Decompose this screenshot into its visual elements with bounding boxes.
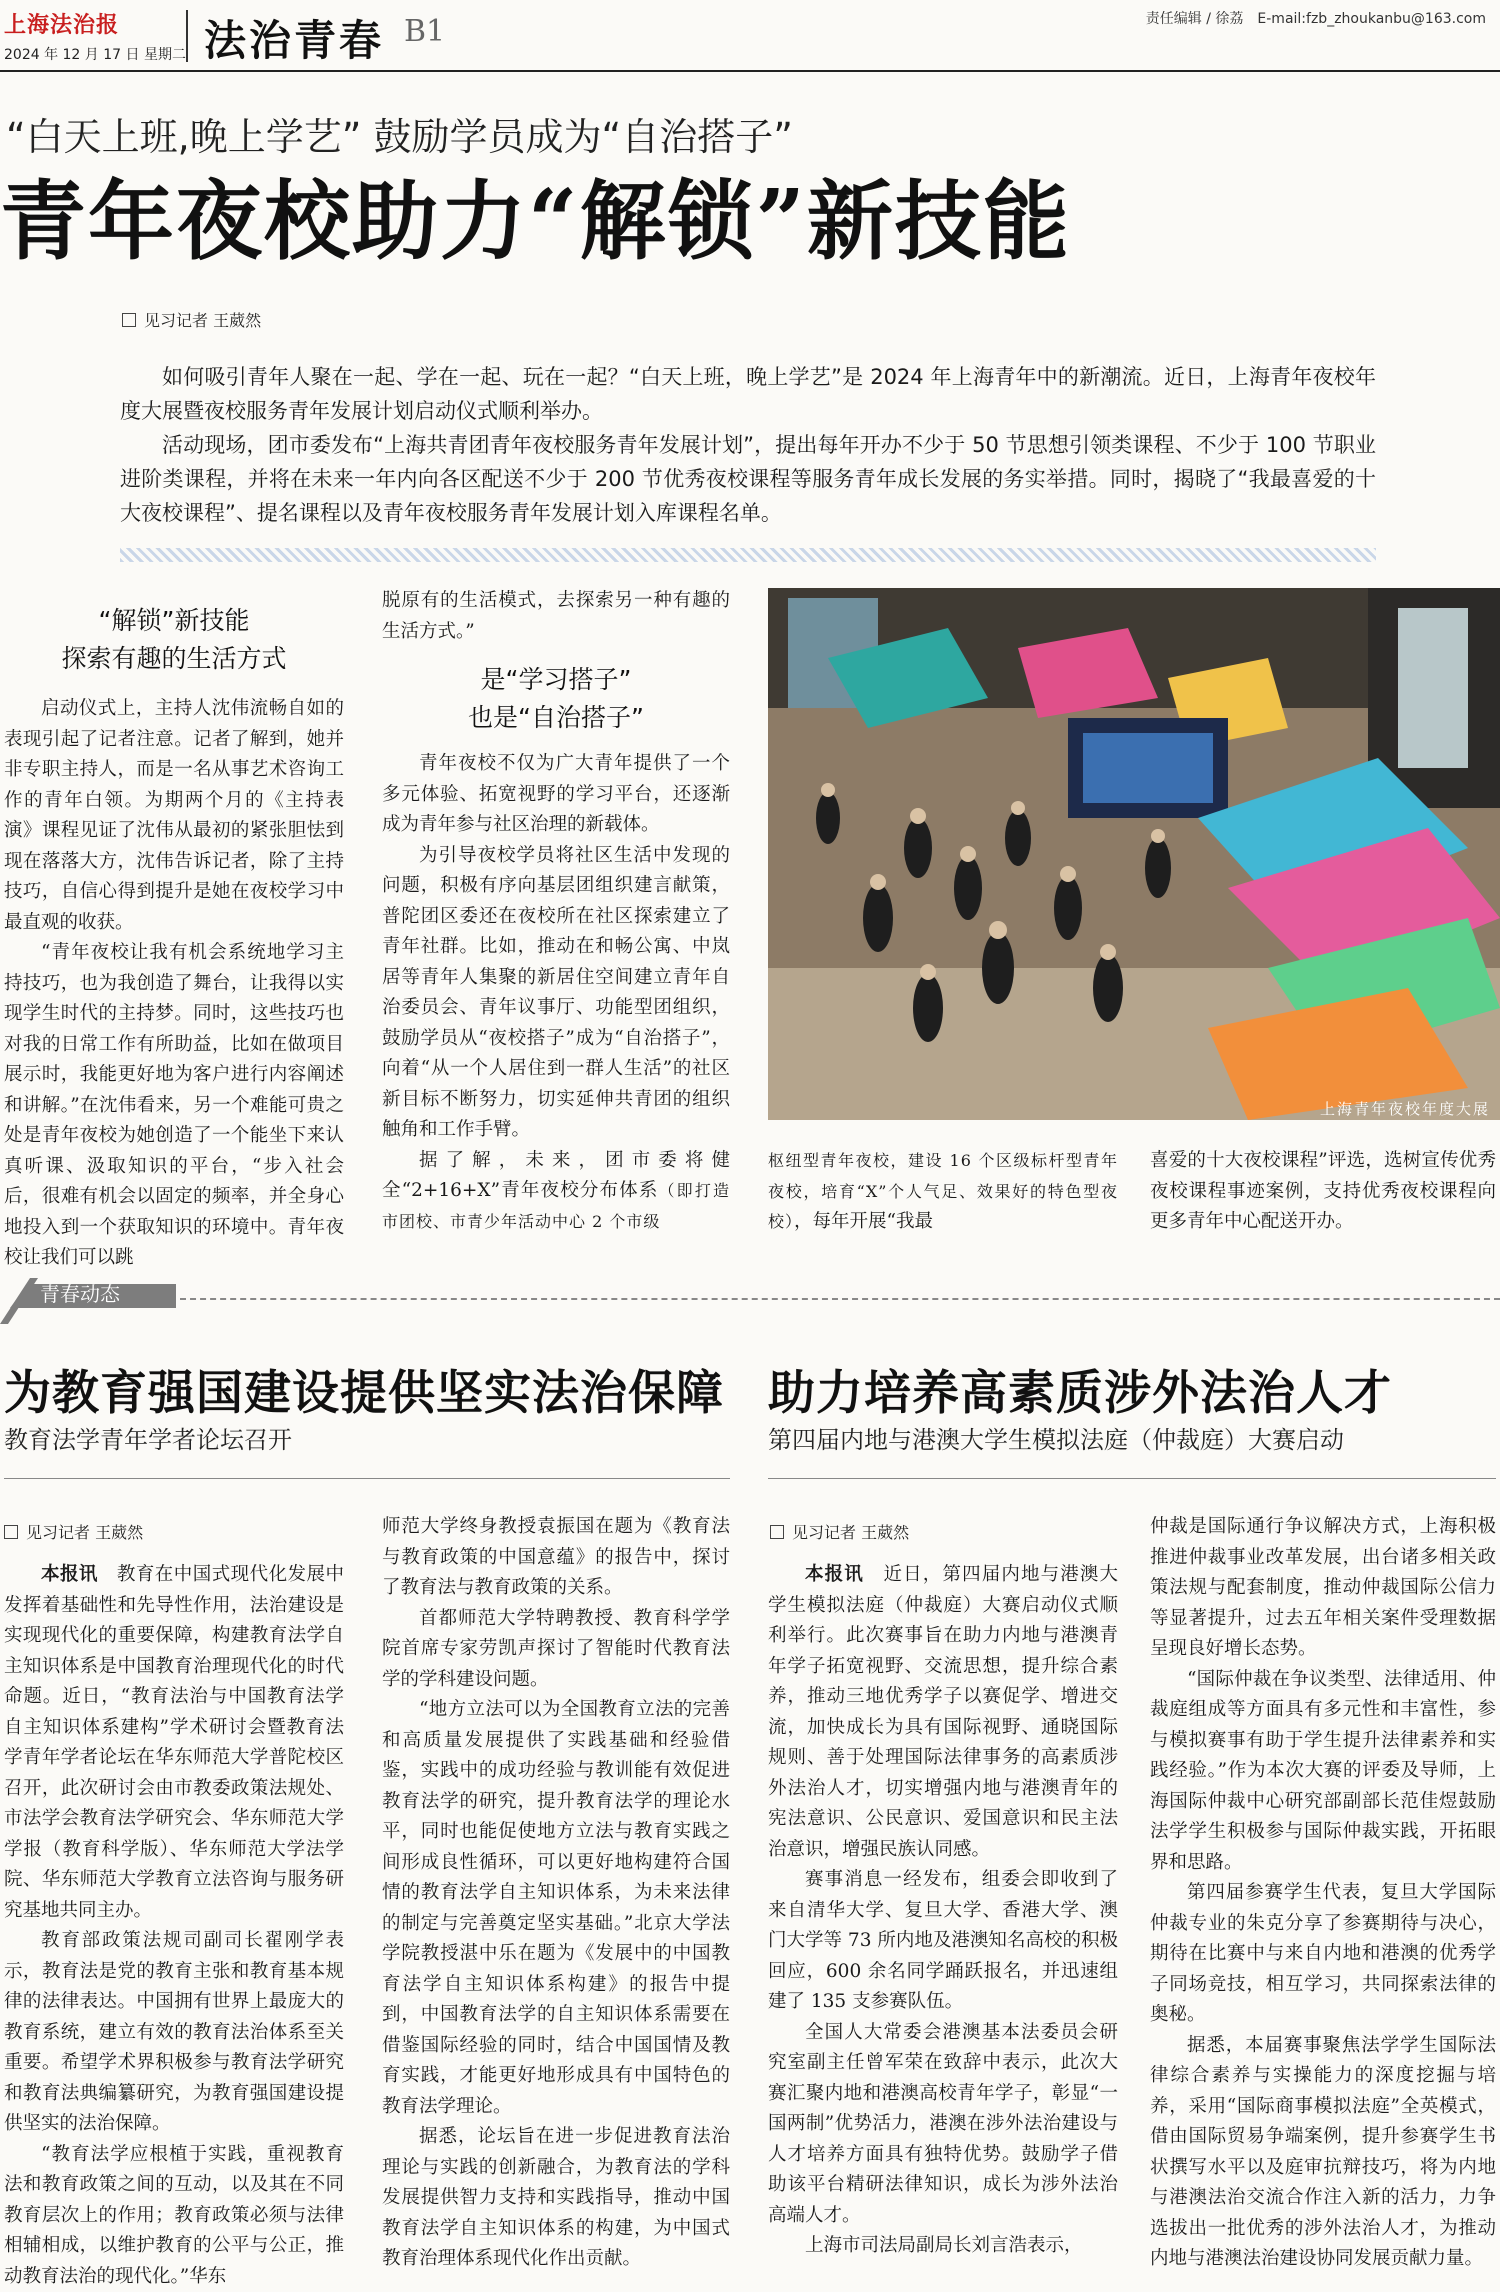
article3-subhead: 第四届内地与港澳大学生模拟法庭（仲裁庭）大赛启动 xyxy=(768,1420,1344,1455)
paragraph: 据悉，论坛旨在进一步促进教育法治理论与实践的创新融合，为教育法的学科发展提供智力支持和实践指导，推动中国教育法学自主知识体系的构建，为中国式教育治理体系现代化作出贡献。 xyxy=(382,2122,730,2275)
paragraph xyxy=(4,1560,344,1926)
paragraph: 上海市司法局副局长刘言浩表示， xyxy=(768,2231,1118,2262)
paragraph: 全国人大常委会港澳基本法委员会研究室副主任曾军荣在致辞中表示，此次大赛汇聚内地和港澳高校青年学子，彰显“一国两制”优势活力，港澳在涉外法治建设与人才培养方面具有独特优势。鼓励学子借助该平台精研法律知识，成长为涉外法治高端人才。 xyxy=(768,2018,1118,2232)
section-tag-label: 青春动态 xyxy=(40,1278,120,1307)
paragraph xyxy=(382,1146,730,1238)
paragraph-text: 据了解，未来，团市委将健全“2+16+X”青年夜校分布体系 xyxy=(382,1150,730,1202)
paragraph: 首都师范大学特聘教授、教育科学学院首席专家劳凯声探讨了智能时代教育法学的学科建设问题。 xyxy=(382,1604,730,1696)
article2-subhead: 教育法学青年学者论坛召开 xyxy=(4,1420,292,1455)
column-text xyxy=(382,749,730,1237)
article1-byline xyxy=(122,308,261,331)
subhead-line: 探索有趣的生活方式 xyxy=(4,640,344,678)
newspaper-logo: 上海法治报 xyxy=(4,8,119,39)
article1-lead xyxy=(120,360,1376,530)
lead-tag: 本报讯 xyxy=(805,1564,864,1585)
decorative-wave-band xyxy=(120,548,1376,562)
article1-column-4 xyxy=(1150,1146,1496,1238)
lead-paragraph: 活动现场，团市委发布“上海共青团青年夜校服务青年发展计划”，提出每年开办不少于 50 节思想引领类课程、不少于 100 节职业进阶类课程，并将在未来一年内向各区配送不少于 200 节优秀夜校课程等服务青年成长发展的务实举措。同时，揭晓了“我最喜爱的十大夜校课程”、提名课程以及青年夜校服务青年发展计划入库课程名单。 xyxy=(120,428,1376,530)
paragraph: 师范大学终身教授袁振国在题为《教育法与教育政策的中国意蕴》的报告中，探讨了教育法与教育政策的关系。 xyxy=(382,1512,730,1604)
masthead-rule xyxy=(0,70,1500,72)
byline-text: 见习记者 王葳然 xyxy=(26,1523,143,1542)
column-text xyxy=(4,694,344,1274)
article1-subhead-2 xyxy=(382,661,730,737)
article1-column-3 xyxy=(768,1146,1118,1238)
article3-column-2 xyxy=(1150,1512,1496,2275)
paragraph: 启动仪式上，主持人沈伟流畅自如的表现引起了记者注意。记者了解到，她并非专职主持人，而是一名从事艺术咨询工作的青年白领。为期两个月的《主持表演》课程见证了沈伟从最初的紧张胆怯到现在落落大方，沈伟告诉记者，除了主持技巧，自信心得到提升是她在夜校学习中最直观的收获。 xyxy=(4,694,344,938)
column-text xyxy=(382,586,730,647)
article3-byline xyxy=(770,1520,909,1543)
paragraph-note: （即打造市团校、市青少年活动中心 2 个市级 xyxy=(382,1181,730,1231)
square-box-icon xyxy=(770,1525,784,1539)
article3-column-1 xyxy=(768,1560,1118,2262)
paragraph-text: 近日，第四届内地与港澳大学生模拟法庭（仲裁庭）大赛启动仪式顺利举行。此次赛事旨在助力内地与港澳青年学子拓宽视野、交流思想，提升综合素养，推动三地优秀学子以赛促学、增进交流，加快成长为具有国际视野、通晓国际规则、善于处理国际法律事务的高素质涉外法治人才，切实增强内地与港澳青年的宪法意识、公民意识、爱国意识和民主法治意识，增强民族认同感。 xyxy=(768,1564,1118,1860)
paragraph: “地方立法可以为全国教育立法的完善和高质量发展提供了实践基础和经验借鉴，实践中的成功经验与教训能有效促进教育法学的研究，提升教育法学的理论水平，同时也能促使地方立法与教育实践之间形成良性循环，可以更好地构建符合国情的教育法学自主知识体系，为未来法律的制定与完善奠定坚实基础。”北京大学法学院教授湛中乐在题为《发展中的中国教育法学自主知识体系构建》的报告中提到，中国教育法学的自主知识体系需要在借鉴国际经验的同时，结合中国国情及教育实践，才能更好地形成具有中国特色的教育法学理论。 xyxy=(382,1695,730,2122)
paragraph: 青年夜校不仅为广大青年提供了一个多元体验、拓宽视野的学习平台，还逐渐成为青年参与社区治理的新载体。 xyxy=(382,749,730,841)
paragraph: 赛事消息一经发布，组委会即收到了来自清华大学、复旦大学、香港大学、澳门大学等 73 所内地及港澳知名高校的积极回应，600 余名同学踊跃报名，并迅速组建了 135 支参赛队伍。 xyxy=(768,1865,1118,2018)
section-title: 法治青春 xyxy=(204,8,384,68)
paragraph: 第四届参赛学生代表，复旦大学国际仲裁专业的朱克分享了参赛期待与决心，期待在比赛中与来自内地和港澳的优秀学子同场竞技，相互学习，共同探索法律的奥秘。 xyxy=(1150,1878,1496,2031)
subhead-line: 也是“自治搭子” xyxy=(382,699,730,737)
paragraph: 喜爱的十大夜校课程”评选，选树宣传优秀夜校课程事迹案例，支持优秀夜校课程向更多青年中心配送开办。 xyxy=(1150,1146,1496,1238)
paragraph: 据悉，本届赛事聚焦法学学生国际法律综合素养与实操能力的深度挖掘与培养，采用“国际商事模拟法庭”全英模式，借由国际贸易争端案例，提升参赛学生书状撰写水平以及庭审抗辩技巧，将为内地与港澳法治交流合作注入新的活力，力争选拔出一批优秀的涉外法治人才，为推动内地与港澳法治建设协同发展贡献力量。 xyxy=(1150,2031,1496,2275)
paragraph: “教育法学应根植于实践，重视教育法和教育政策之间的互动，以及其在不同教育层次上的作用；教育政策必须与法律相辅相成，以维护教育的公平与公正，推动教育法治的现代化。”华东 xyxy=(4,2140,344,2292)
night-school-exhibition-photo xyxy=(768,588,1500,1120)
byline-text: 见习记者 王葳然 xyxy=(144,311,261,330)
paragraph-note: 枢纽型青年夜校，建设 16 个区级标杆型青年夜校，培育“X”个人气足、效果好的特色型夜校） xyxy=(768,1151,1118,1231)
article3-rule xyxy=(768,1478,1496,1479)
paragraph xyxy=(768,1146,1118,1238)
paragraph-text: ，每年开展“我最 xyxy=(794,1211,933,1232)
article2-column-1 xyxy=(4,1560,344,2292)
byline-text: 见习记者 王葳然 xyxy=(792,1523,909,1542)
article2-byline xyxy=(4,1520,143,1543)
photo-illustration xyxy=(768,588,1500,1120)
page-number: B1 xyxy=(404,14,445,49)
article1-headline: 青年夜校助力“解锁”新技能 xyxy=(0,152,1071,276)
paragraph-text: 教育在中国式现代化发展中发挥着基础性和先导性作用，法治建设是实现现代化的重要保障，构建教育法学自主知识体系是中国教育治理现代化的时代命题。近日，“教育法治与中国教育法学自主知识体系建构”学术研讨会暨教育法学青年学者论坛在华东师范大学普陀校区召开，此次研讨会由市教委政策法规处、市法学会教育法学研究会、华东师范大学学报（教育科学版）、华东师范大学法学院、华东师范大学教育立法咨询与服务研究基地共同主办。 xyxy=(4,1564,344,1921)
lead-paragraph: 如何吸引青年人聚在一起、学在一起、玩在一起？“白天上班，晚上学艺”是 2024 年上海青年中的新潮流。近日，上海青年夜校年度大展暨夜校服务青年发展计划启动仪式顺利举办。 xyxy=(120,360,1376,428)
square-box-icon xyxy=(122,313,136,327)
article1-subhead-1 xyxy=(4,602,344,678)
paragraph: 教育部政策法规司副司长翟刚学表示，教育法是党的教育主张和教育基本规律的法律表达。中国拥有世界上最庞大的教育系统，建立有效的教育法治体系至关重要。希望学术界积极参与教育法学研究和教育法典编纂研究，为教育强国建设提供坚实的法治保障。 xyxy=(4,1926,344,2140)
subhead-line: “解锁”新技能 xyxy=(4,602,344,640)
editor-credit: 责任编辑 / 徐荔 E-mail:fzb_zhoukanbu@163.com xyxy=(1146,8,1486,28)
subhead-line: 是“学习搭子” xyxy=(382,661,730,699)
article3-headline: 助力培养高素质涉外法治人才 xyxy=(768,1356,1392,1423)
paragraph: 仲裁是国际通行争议解决方式，上海积极推进仲裁事业改革发展，出台诸多相关政策法规与配套制度，推动仲裁国际公信力等显著提升，过去五年相关案件受理数据呈现良好增长态势。 xyxy=(1150,1512,1496,1665)
article2-headline: 为教育强国建设提供坚实法治保障 xyxy=(4,1356,724,1423)
paragraph xyxy=(768,1560,1118,1865)
photo-caption: 上海青年夜校年度大展 xyxy=(1320,1098,1490,1119)
section-dash-rule xyxy=(180,1298,1500,1300)
paragraph: 脱原有的生活模式，去探索另一种有趣的生活方式。” xyxy=(382,586,730,647)
article2-column-2 xyxy=(382,1512,730,2275)
paragraph: “青年夜校让我有机会系统地学习主持技巧，也为我创造了舞台，让我得以实现学生时代的主持梦。同时，这些技巧也对我的日常工作有所助益，比如在做项目展示时，我能更好地为客户进行内容阐述和讲解。”在沈伟看来，另一个难能可贵之处是青年夜校为她创造了一个能坐下来认真听课、汲取知识的平台，“步入社会后，很难有机会以固定的频率，并全身心地投入到一个获取知识的环境中。青年夜校让我们可以跳 xyxy=(4,938,344,1274)
square-box-icon xyxy=(4,1525,18,1539)
paragraph: “国际仲裁在争议类型、法律适用、仲裁庭组成等方面具有多元性和丰富性，参与模拟赛事有助于学生提升法律素养和实践经验。”作为本次大赛的评委及导师，上海国际仲裁中心研究部副部长范佳煜鼓励法学学生积极参与国际仲裁实践，开拓眼界和思路。 xyxy=(1150,1665,1496,1879)
paragraph: 为引导夜校学员将社区生活中发现的问题，积极有序向基层团组织建言献策，普陀团区委还在夜校所在社区探索建立了青年社群。比如，推动在和畅公寓、中岚居等青年人集聚的新居住空间建立青年自治委员会、青年议事厅、功能型团组织，鼓励学员从“夜校搭子”成为“自治搭子”，向着“从一个人居住到一群人生活”的社区新目标不断努力，切实延伸共青团的组织触角和工作手臂。 xyxy=(382,841,730,1146)
article1-column-2 xyxy=(382,586,730,1237)
article2-rule xyxy=(4,1478,730,1479)
issue-date: 2024 年 12 月 17 日 星期二 xyxy=(4,44,186,64)
masthead-divider xyxy=(186,10,188,62)
article1-column-1 xyxy=(4,602,344,1274)
lead-tag: 本报讯 xyxy=(41,1564,98,1585)
article1-kicker: “白天上班,晚上学艺” 鼓励学员成为“自治搭子” xyxy=(6,106,793,161)
